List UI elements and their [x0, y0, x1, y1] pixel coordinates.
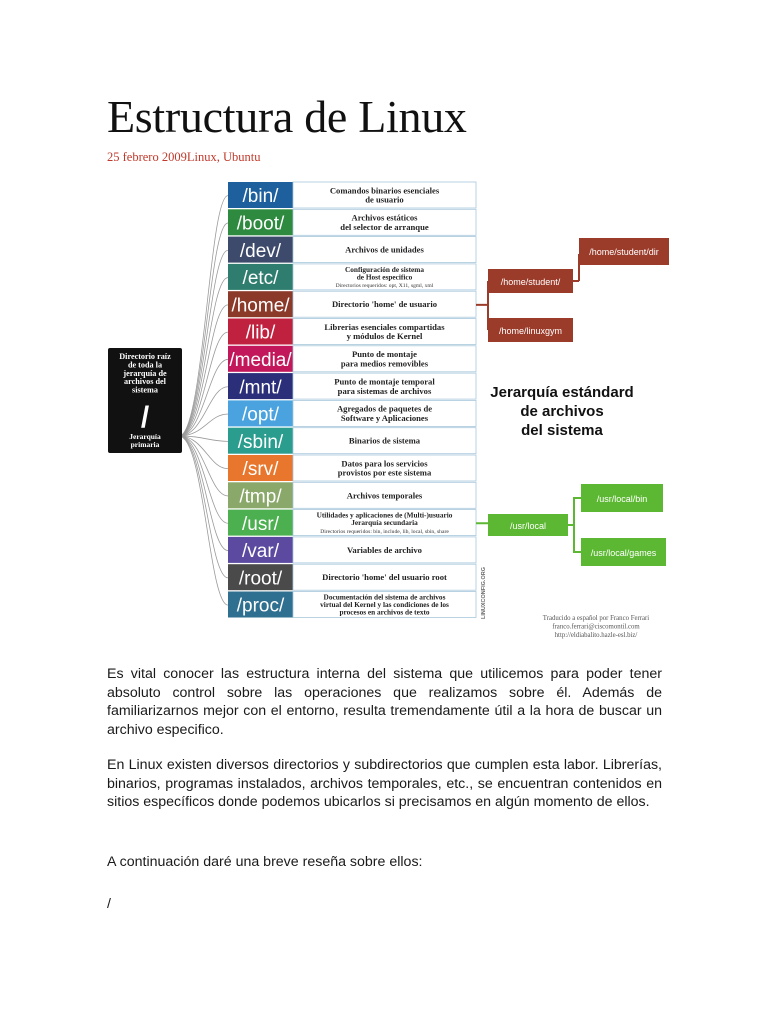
paragraph-root-slash: / [107, 896, 111, 912]
dir-description-line: Archivos de unidades [345, 244, 424, 255]
connector-line [179, 436, 228, 551]
dir-description-line: Binarios de sistema [348, 435, 421, 446]
page-title: Estructura de Linux [107, 91, 467, 142]
usr-local-games-label: /usr/local/games [590, 548, 657, 558]
connector-line [179, 250, 228, 436]
root-box-footer-line: primaria [130, 440, 160, 449]
dir-description-line: de usuario [365, 194, 404, 205]
dir-description-line: Agregados de paquetes de [336, 403, 433, 414]
linux-hierarchy-diagram [104, 178, 674, 643]
dir-label: /root/ [238, 568, 283, 590]
root-box-title-line: jerarquía de [123, 368, 167, 378]
dir-description-line: de Host especifico [356, 272, 413, 282]
dir-description-line: Software y Aplicaciones [340, 413, 429, 424]
dir-description-subline: Directorios requeridos: bin, include, lib, local, sbin, share [320, 528, 449, 535]
root-box-title-line: archivos del [124, 377, 166, 387]
credits-line: franco.ferrari@ciscomontil.com [552, 623, 640, 631]
connector-line [179, 436, 228, 523]
dir-label: /mnt/ [239, 377, 282, 399]
post-date: 25 febrero 2009 [107, 150, 187, 164]
post-meta [107, 150, 260, 165]
dir-description-line: para sistemas de archivos [337, 385, 432, 396]
dir-description-line: Punto de montaje temporal [334, 376, 435, 387]
dir-description-line: provistos por este sistema [337, 467, 432, 478]
home-student-dir-label: /home/student/dir [589, 247, 659, 257]
usr-local-label: /usr/local [509, 521, 547, 531]
dir-description-line: virtual del Kernel y las condiciones de los [320, 600, 449, 610]
dir-label: /sbin/ [237, 431, 284, 453]
dir-description-line: Archivos estáticos [351, 212, 418, 223]
watermark-text: LINUXCONFIG.ORG [481, 567, 487, 619]
dir-description-line: Datos para los servicios [341, 458, 428, 469]
credits-line: http://eldiabalito.hazle-esl.biz/ [554, 632, 638, 640]
paragraph-continuation: A continuación daré una breve reseña sobre ellos: [107, 854, 423, 870]
dir-label: /srv/ [242, 459, 279, 481]
diagram-heading-line: de archivos [520, 403, 604, 420]
dir-label: /etc/ [242, 268, 279, 290]
dir-description-line: Jerarquía secundaria [351, 518, 418, 528]
dir-label: /tmp/ [239, 486, 282, 508]
dir-description-line: para medios removibles [340, 358, 429, 369]
dir-description-line: Directorio 'home' del usuario root [322, 572, 447, 583]
dir-label: /var/ [242, 541, 279, 563]
dir-description-subline: Directorios requeridos: opt, X11, sgml, xml [335, 283, 434, 290]
dir-description-line: procesos en archivos de texto [339, 607, 430, 617]
home-linuxgym-label: /home/linuxgym [498, 326, 563, 336]
diagram-heading-line: del sistema [521, 422, 603, 439]
dir-label: /media/ [229, 349, 292, 371]
paragraph-intro: Es vital conocer las estructura interna del sistema que utilicemos para poder tener absoluto control sobre las operaciones que realizamos sobre él. Además de familiarizarnos mejor con el entorno, resulta tremendamente útil a la hora de buscar un archivo especifico. [107, 666, 662, 738]
category-link-ubuntu[interactable]: Ubuntu [222, 150, 261, 164]
dir-label: /home/ [231, 295, 290, 317]
paragraph-directories: En Linux existen diversos directorios y subdirectorios que cumplen esta labor. Librerías, binarios, programas instalados, archivos temporales, etc., se encuentran contenidos en sitios específicos donde podemos ubicarlos si precisamos en algún momento de ellos. [107, 757, 662, 810]
connector-line [179, 196, 228, 436]
root-box-footer-line: Jerarquía [129, 432, 161, 441]
connector-line [179, 436, 228, 496]
dir-description-line: del selector de arranque [340, 222, 429, 233]
dir-description-line: y módulos de Kernel [346, 331, 423, 342]
dir-label: /opt/ [242, 404, 279, 426]
dir-description-line: Directorio 'home' de usuario [331, 299, 438, 310]
dir-description-line: Punto de montaje [352, 349, 417, 360]
root-slash-symbol: / [140, 401, 150, 434]
dir-description-line: Comandos binarios esenciales [329, 185, 440, 196]
dir-description-line: Utilidades y aplicaciones de (Multi-)usuario [316, 510, 453, 520]
dir-description-line: Librerias esenciales compartidas [324, 321, 445, 332]
credits-line: Traducido a español por Franco Ferrari [542, 615, 650, 622]
root-box-title-line: de toda la [127, 360, 163, 370]
dir-label: /lib/ [245, 322, 276, 344]
usr-subbranch-lines [568, 498, 581, 552]
root-box-title-line: sistema [132, 385, 158, 395]
root-box-title-line: Directorio raíz [119, 352, 171, 361]
home-student-label: /home/student/ [500, 277, 561, 287]
category-separator: , [216, 150, 223, 164]
dir-description-line: Archivos temporales [346, 490, 423, 501]
dir-description-line: Configuración de sistema [344, 264, 425, 274]
dir-label: /proc/ [236, 595, 285, 617]
dir-label: /boot/ [236, 213, 285, 235]
dir-description-line: Variables de archivo [347, 544, 422, 555]
category-link-linux[interactable]: Linux [186, 150, 217, 164]
dir-label: /dev/ [239, 240, 282, 262]
dir-label: /usr/ [242, 513, 279, 535]
dir-description-line: Documentación del sistema de archivos [323, 592, 446, 602]
dir-label: /bin/ [242, 186, 279, 208]
usr-local-bin-label: /usr/local/bin [596, 494, 648, 504]
diagram-heading-line: Jerarquía estándard [490, 384, 634, 401]
